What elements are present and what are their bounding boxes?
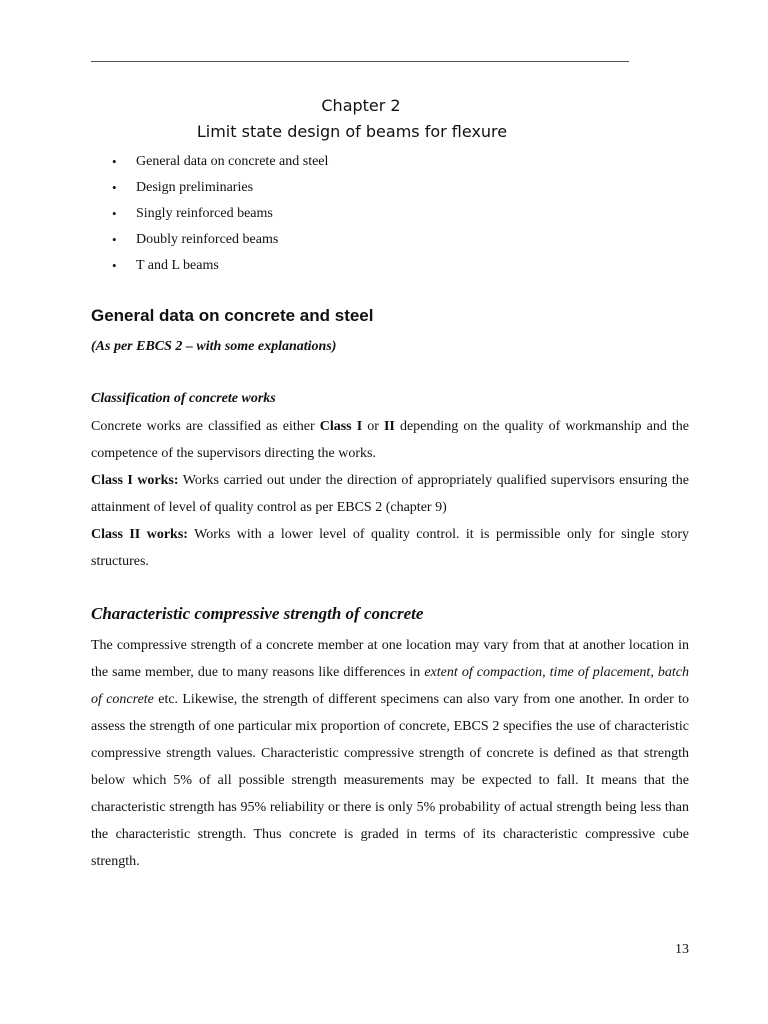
topic-list [112, 152, 328, 282]
class1-term: Class I [319, 419, 363, 434]
classification-title: Classification of concrete works [91, 391, 276, 406]
class1-text: Works carried out under the direction of appropriately qualified supervisors ensuring the attainment of level of quality control as per EBCS 2 (chapter 9) [91, 473, 689, 515]
text-run: , [542, 665, 550, 680]
classification-paragraph [91, 413, 689, 467]
text-run: etc. Likewise, the strength of different specimens can also vary from one another. In order to assess the strength of one particular mix proportion of concrete, EBCS 2 specifies the use of characteristic compressive strength values. Characteristic compressive strength of concrete is defined as that strength below which 5% of all possible strength measurements may be expected to fall. It means that the characteristic strength has 95% reliability or there is only 5% probability of actual strength being less than the characteristic strength. Thus concrete is graded in terms of its characteristic compressive cube strength. [91, 692, 689, 869]
topic-item: • T and L beams [112, 256, 328, 282]
section-note: (As per EBCS 2 – with some explanations) [91, 339, 337, 354]
topic-item: • Design preliminaries [112, 178, 328, 204]
text-run: The compressive strength of a concrete member at one location may vary from that at another location in the same member, due to many reasons like differences in [91, 638, 689, 680]
text-run: or [362, 419, 384, 434]
section-title: General data on concrete and steel [91, 306, 374, 325]
class2-paragraph [91, 521, 689, 575]
class2-text: Works with a lower level of quality control. it is permissible only for single story structures. [91, 527, 689, 569]
text-run: depending on the quality of workmanship and the competence of the supervisors directing the works. [91, 419, 690, 461]
class1-paragraph [91, 467, 689, 521]
page-number: 13 [675, 942, 689, 957]
emphasis-text: time of placement, batch of concrete [91, 665, 689, 707]
topic-item: • General data on concrete and steel [112, 152, 328, 178]
chapter-number: Chapter 2 [321, 96, 401, 115]
emphasis-text: extent of compaction [424, 665, 543, 680]
topic-item: • Doubly reinforced beams [112, 230, 328, 256]
class2-label: Class II works: [91, 527, 188, 542]
class1-label: Class I works: [91, 473, 179, 488]
characteristic-paragraph [91, 632, 689, 875]
topic-item: • Singly reinforced beams [112, 204, 328, 230]
header-rule [91, 61, 629, 62]
characteristic-title: Characteristic compressive strength of concrete [91, 604, 424, 623]
text-run: Concrete works are classified as either [91, 419, 320, 434]
chapter-title: Limit state design of beams for flexure [196, 122, 508, 141]
class2-term: II [383, 419, 395, 434]
